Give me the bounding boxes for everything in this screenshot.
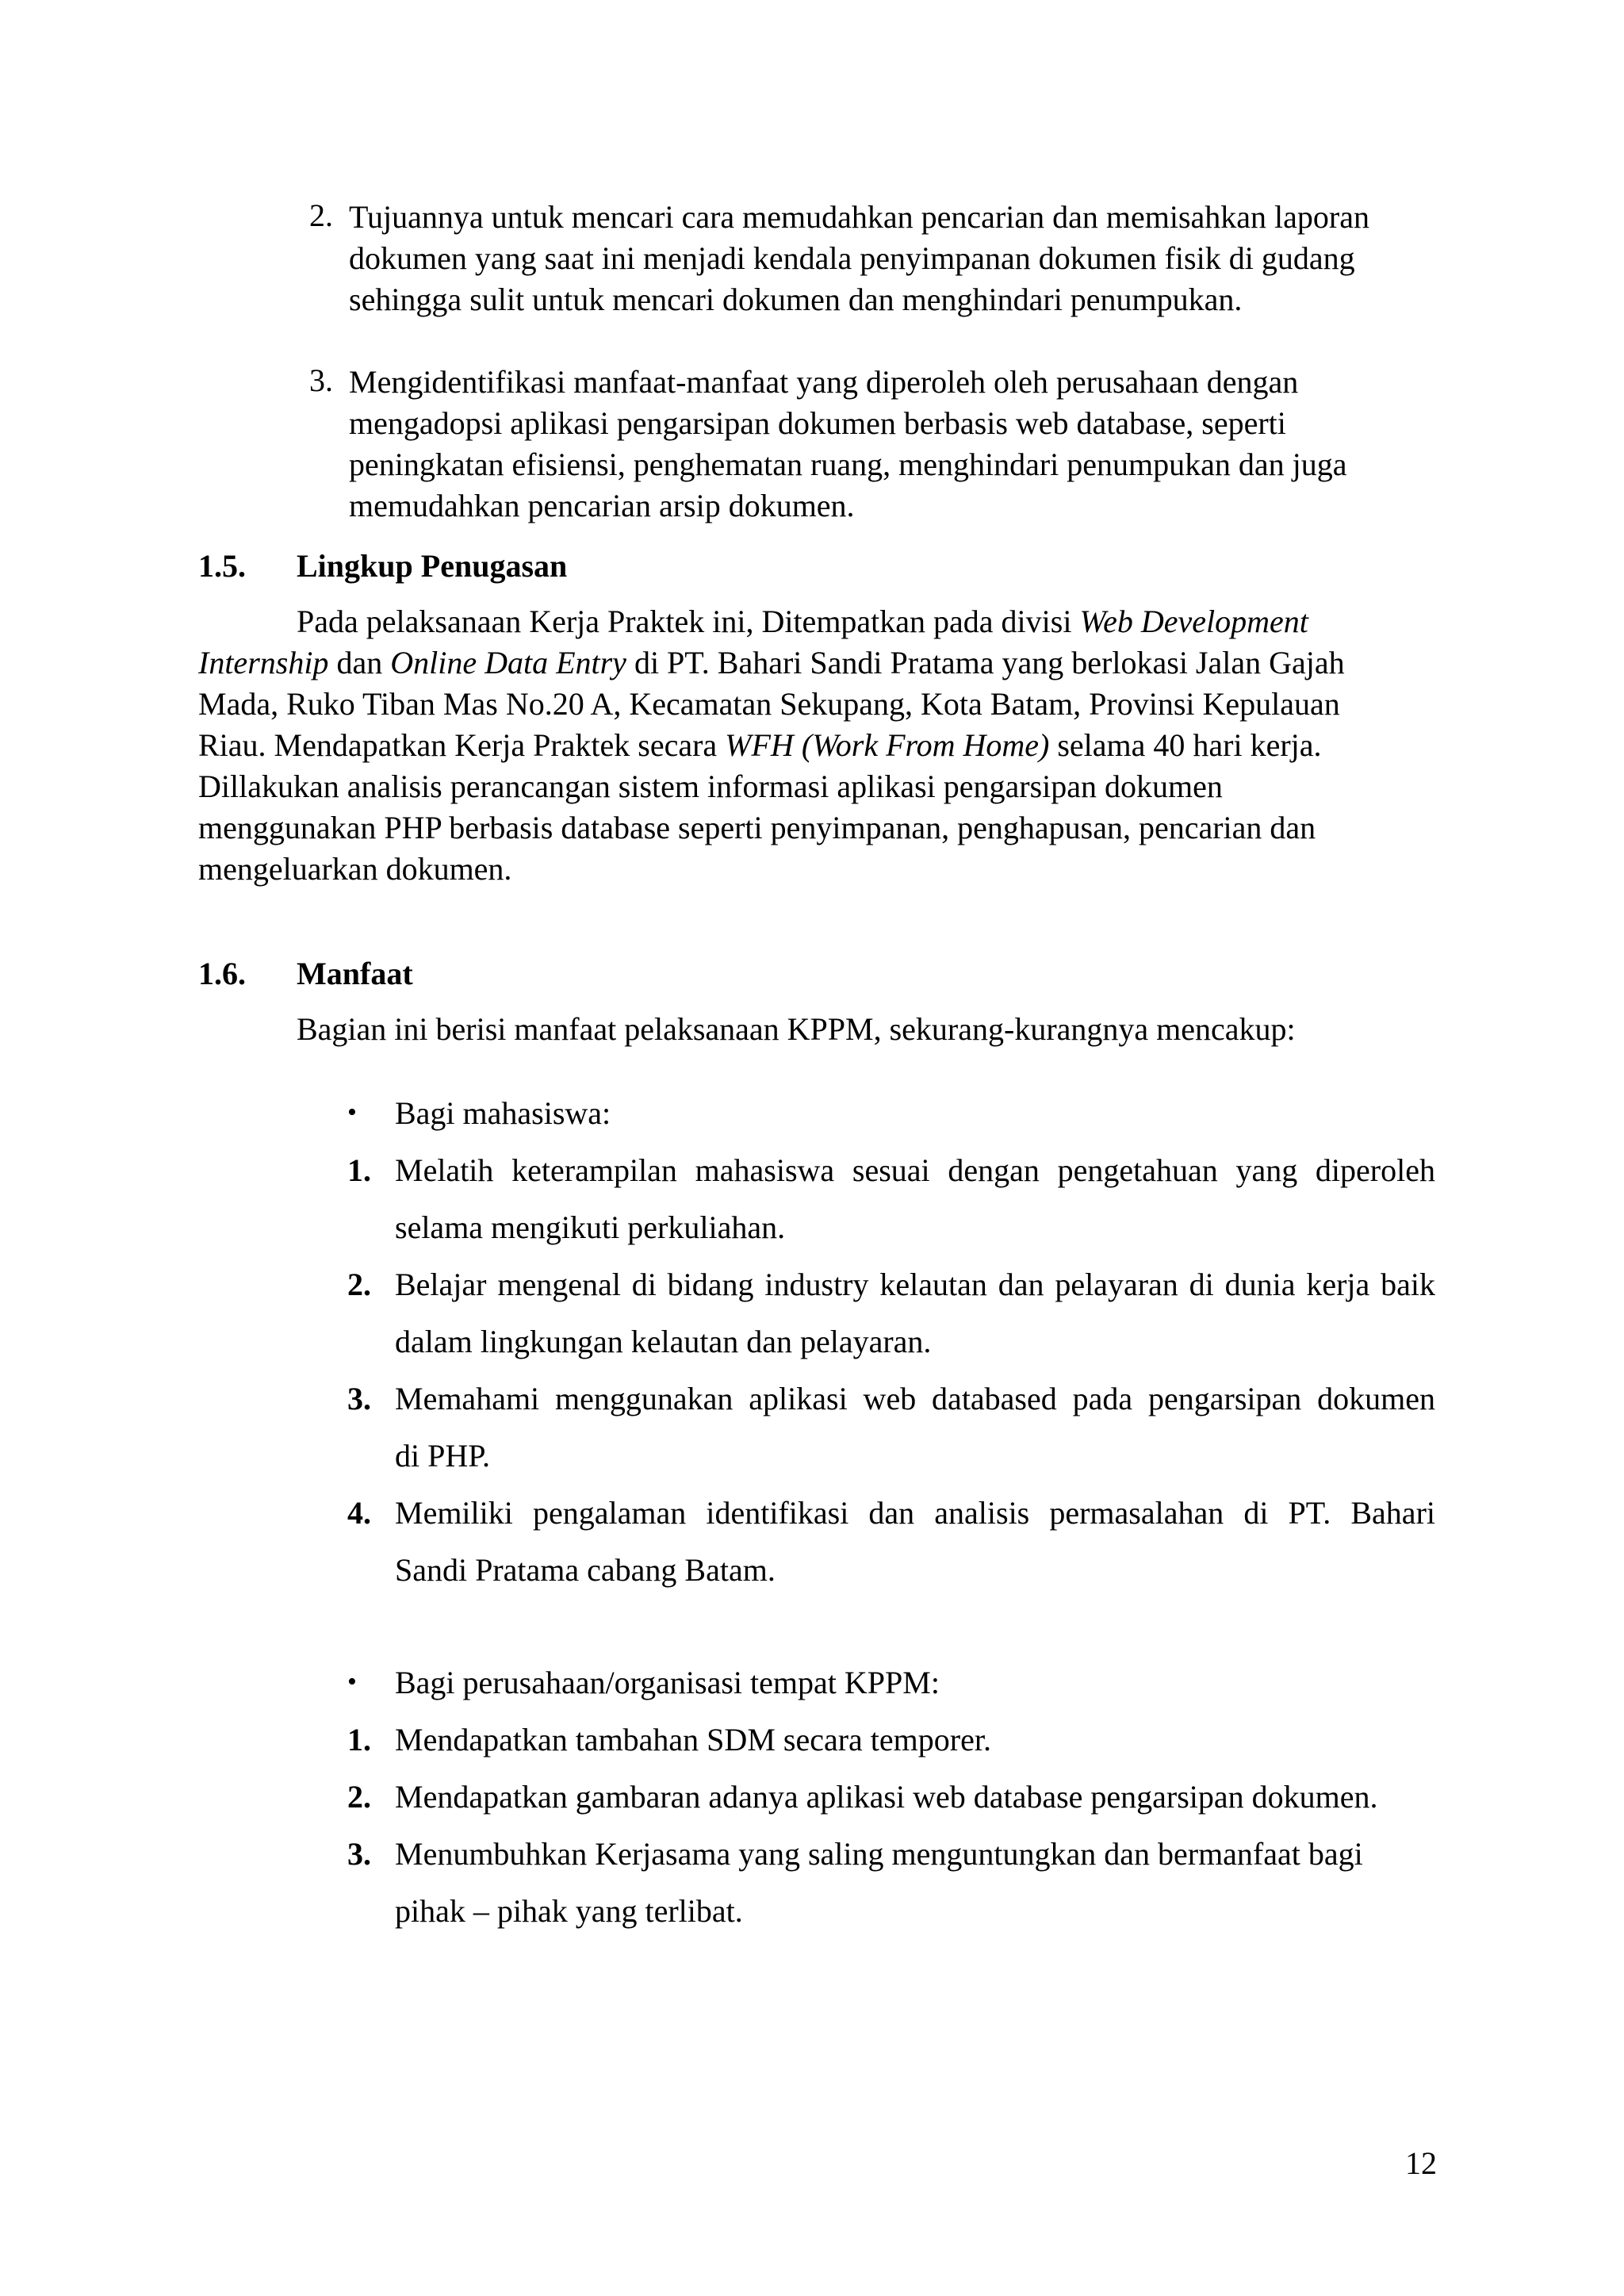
page-number: 12 xyxy=(1405,2145,1437,2181)
section-number: 1.6. xyxy=(198,956,246,991)
section-number: 1.5. xyxy=(198,548,246,584)
list-item-line: dalam lingkungan kelautan dan pelayaran. xyxy=(395,1324,932,1359)
list-item-line: Memahami menggunakan aplikasi web databased pada pengarsipan dokumen xyxy=(395,1381,1435,1416)
list-item-number: 3. xyxy=(347,1381,371,1416)
list-item-line: pihak – pihak yang terlibat. xyxy=(395,1893,743,1929)
text-line: dokumen yang saat ini menjadi kendala penyimpanan dokumen fisik di gudang xyxy=(349,240,1355,276)
list-item-number: 4. xyxy=(347,1495,371,1531)
list-item-line: Belajar mengenal di bidang industry kelautan dan pelayaran di dunia kerja baik xyxy=(395,1267,1435,1302)
section-title: Manfaat xyxy=(297,956,413,991)
text-line: Mengidentifikasi manfaat-manfaat yang diperoleh oleh perusahaan dengan xyxy=(349,364,1299,400)
list-item-line: Memiliki pengalaman identifikasi dan analisis permasalahan di PT. Bahari xyxy=(395,1495,1435,1531)
list-item-line: Mendapatkan tambahan SDM secara temporer. xyxy=(395,1722,991,1757)
list-item-number: 3. xyxy=(347,1836,371,1872)
text-line: memudahkan pencarian arsip dokumen. xyxy=(349,488,855,523)
list-item-number: 2. xyxy=(309,197,333,233)
paragraph-line: mengeluarkan dokumen. xyxy=(198,851,512,887)
bullet-icon: • xyxy=(347,1667,357,1696)
list-item-number: 1. xyxy=(347,1722,371,1757)
list-item-line: Sandi Pratama cabang Batam. xyxy=(395,1552,776,1588)
text-line: sehingga sulit untuk mencari dokumen dan menghindari penumpukan. xyxy=(349,282,1243,317)
list-item-number: 1. xyxy=(347,1152,371,1188)
text-line: mengadopsi aplikasi pengarsipan dokumen berbasis web database, seperti xyxy=(349,405,1286,441)
paragraph-line: Internship dan Online Data Entry di PT. Bahari Sandi Pratama yang berlokasi Jalan Gajah xyxy=(198,645,1345,680)
paragraph-line: Riau. Mendapatkan Kerja Praktek secara WFH (Work From Home) selama 40 hari kerja. xyxy=(198,727,1322,763)
list-item-line: di PHP. xyxy=(395,1438,491,1474)
list-item-line: selama mengikuti perkuliahan. xyxy=(395,1209,786,1245)
list-item-line: Mendapatkan gambaran adanya aplikasi web database pengarsipan dokumen. xyxy=(395,1779,1378,1815)
text-line: peningkatan efisiensi, penghematan ruang, menghindari penumpukan dan juga xyxy=(349,447,1347,482)
list-item-number: 3. xyxy=(309,362,333,398)
list-item-line: Menumbuhkan Kerjasama yang saling menguntungkan dan bermanfaat bagi xyxy=(395,1836,1363,1872)
list-item-line: Melatih keterampilan mahasiswa sesuai dengan pengetahuan yang diperoleh xyxy=(395,1152,1435,1188)
paragraph-line: menggunakan PHP berbasis database seperti penyimpanan, penghapusan, pencarian dan xyxy=(198,810,1316,845)
list-item-text xyxy=(349,362,1347,527)
section-intro: Bagian ini berisi manfaat pelaksanaan KPPM, sekurang-kurangnya mencakup: xyxy=(297,1011,1296,1047)
paragraph-line: Dillakukan analisis perancangan sistem informasi aplikasi pengarsipan dokumen xyxy=(198,769,1223,804)
bullet-heading: Bagi perusahaan/organisasi tempat KPPM: xyxy=(395,1665,940,1700)
list-item-number: 2. xyxy=(347,1267,371,1302)
section-title: Lingkup Penugasan xyxy=(297,548,568,584)
bullet-icon: • xyxy=(347,1098,357,1127)
list-item-text xyxy=(349,197,1369,320)
list-item-number: 2. xyxy=(347,1779,371,1815)
text-line: Tujuannya untuk mencari cara memudahkan pencarian dan memisahkan laporan xyxy=(349,199,1369,235)
paragraph-line: Pada pelaksanaan Kerja Praktek ini, Ditempatkan pada divisi Web Development xyxy=(297,604,1308,639)
paragraph-line: Mada, Ruko Tiban Mas No.20 A, Kecamatan Sekupang, Kota Batam, Provinsi Kepulauan xyxy=(198,686,1340,722)
bullet-heading: Bagi mahasiswa: xyxy=(395,1095,611,1131)
